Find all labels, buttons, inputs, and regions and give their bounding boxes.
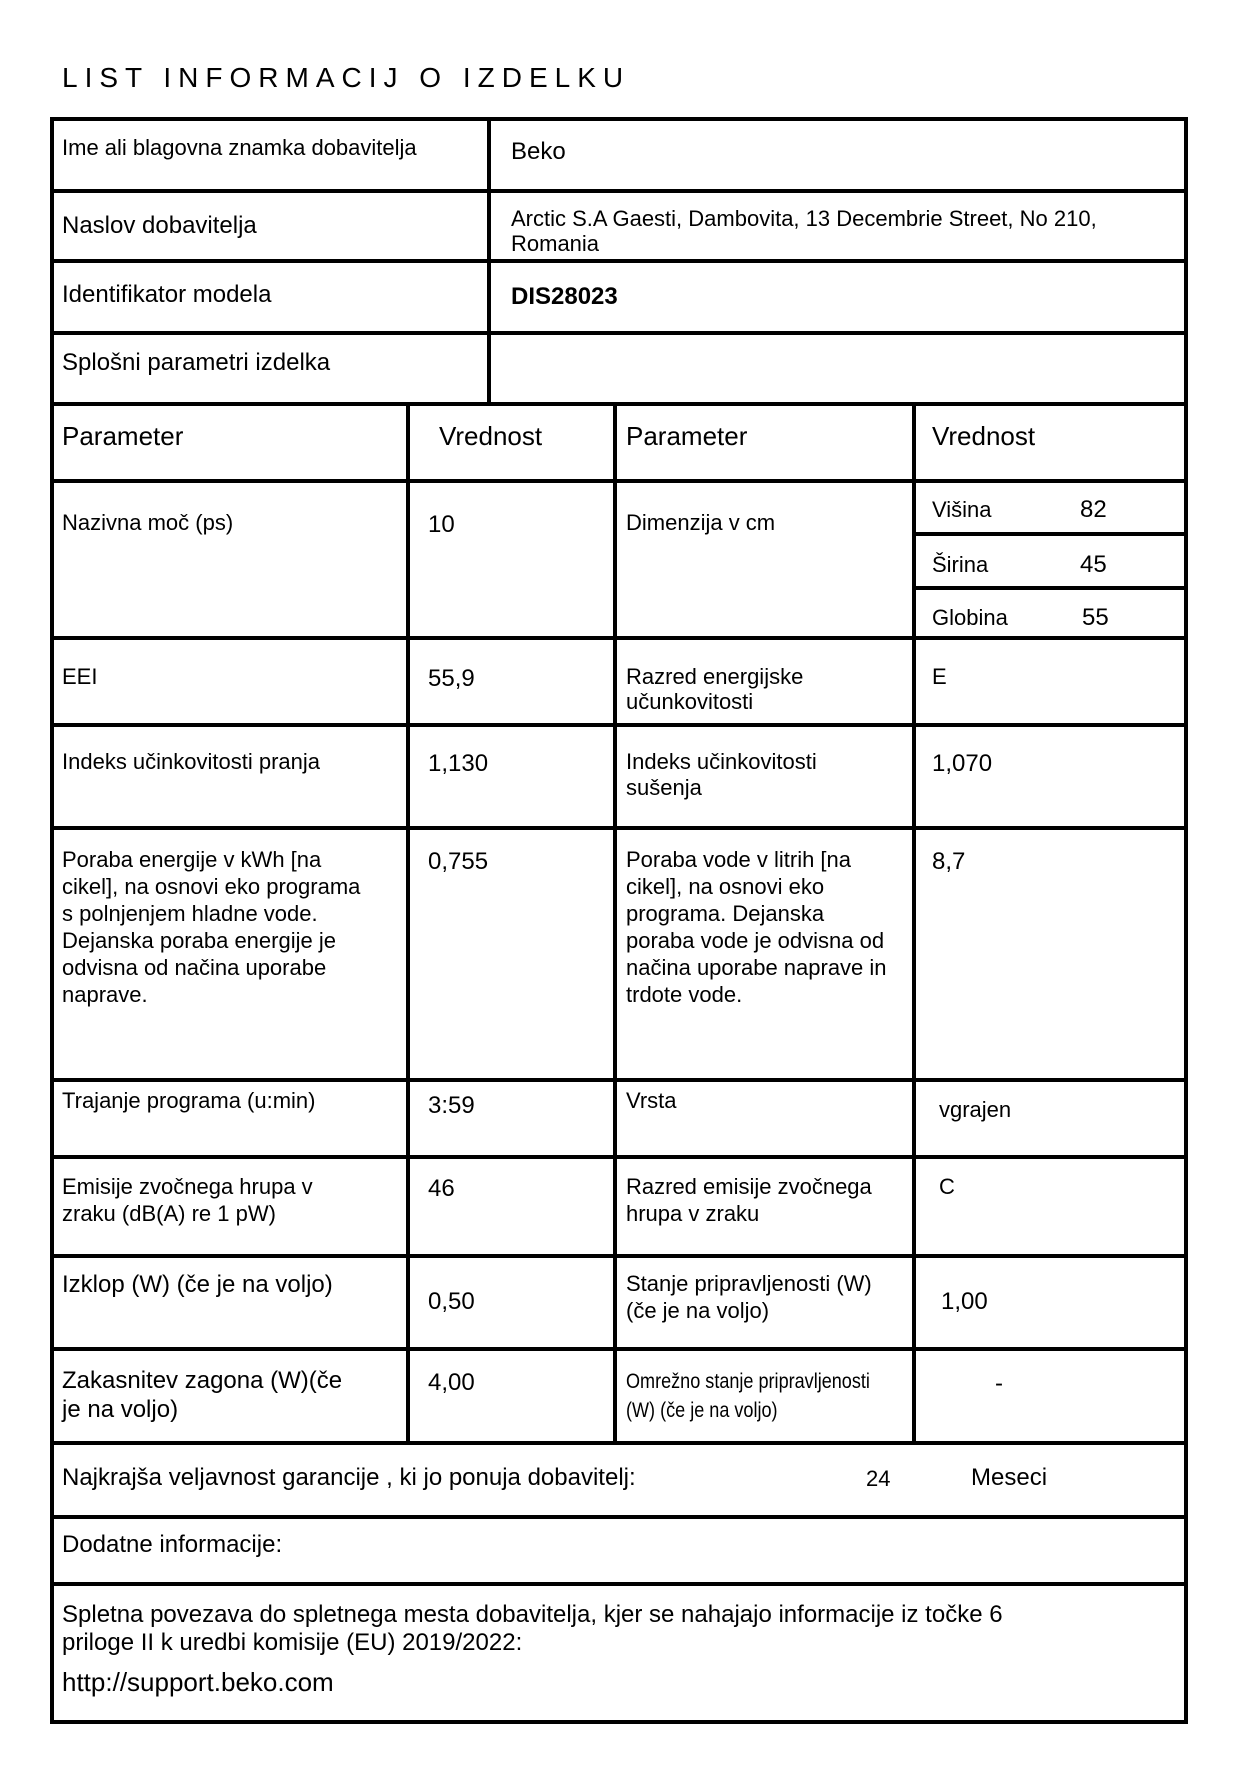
param-value: -	[995, 1370, 1003, 1397]
row-divider	[50, 1254, 1184, 1258]
model-value: DIS28023	[511, 283, 618, 310]
page-title: LIST INFORMACIJ O IZDELKU	[62, 62, 631, 93]
row-divider	[50, 1515, 1184, 1519]
param-value: vgrajen	[939, 1097, 1012, 1122]
dimension-label: Globina	[932, 605, 1008, 630]
param-value: 10	[428, 511, 455, 538]
param-label-line: naprave.	[62, 982, 148, 1007]
column-header: Vrednost	[932, 421, 1036, 451]
param-value: 0,50	[428, 1288, 475, 1315]
supplier-link[interactable]: http://support.beko.com	[62, 1667, 334, 1697]
param-label: (če je na voljo)	[626, 1298, 770, 1323]
supplier-address-line: Arctic S.A Gaesti, Dambovita, 13 Decembrie Street, No 210,	[511, 206, 1097, 231]
warranty-value: 24	[866, 1466, 891, 1491]
row-divider	[50, 826, 1184, 830]
column-divider	[406, 402, 410, 1445]
dimension-value: 82	[1080, 496, 1107, 523]
param-value: 1,00	[941, 1288, 988, 1315]
param-value: 4,00	[428, 1369, 475, 1396]
param-label-line: načina uporabe naprave in	[626, 955, 887, 980]
row-divider	[914, 532, 1184, 536]
param-label: EEI	[62, 664, 98, 689]
column-divider	[912, 402, 916, 1445]
row-divider	[914, 586, 1184, 590]
param-label-line: cikel], na osnovi eko programa	[62, 874, 361, 899]
row-divider	[50, 402, 1184, 406]
warranty-unit: Meseci	[971, 1464, 1048, 1491]
param-label-line: s polnjenjem hladne vode.	[62, 901, 318, 926]
model-label: Identifikator modela	[62, 281, 272, 308]
param-value: 0,755	[428, 848, 489, 875]
row-divider	[50, 1155, 1184, 1159]
row-divider	[50, 1441, 1184, 1445]
row-divider	[50, 479, 1184, 483]
param-label: Emisije zvočnega hrupa v	[62, 1174, 313, 1199]
row-divider	[50, 723, 1184, 727]
row-divider	[50, 1582, 1184, 1586]
column-divider	[613, 402, 617, 1445]
param-label: hrupa v zraku	[626, 1201, 760, 1226]
param-label: Razred energijske	[626, 664, 804, 689]
param-value: 55,9	[428, 665, 475, 692]
column-header: Parameter	[62, 421, 184, 451]
supplier-name-value: Beko	[511, 138, 566, 165]
param-label: Omrežno stanje pripravljenosti	[626, 1370, 870, 1393]
param-label: sušenja	[626, 775, 702, 800]
param-label-line: cikel], na osnovi eko	[626, 874, 825, 899]
general-params-label: Splošni parametri izdelka	[62, 349, 331, 376]
param-label: Nazivna moč (ps)	[62, 510, 234, 535]
param-value: 1,070	[932, 750, 993, 777]
param-value: E	[932, 664, 947, 689]
param-label: Zakasnitev zagona (W)(če	[62, 1367, 343, 1394]
param-label: je na voljo)	[62, 1396, 179, 1423]
param-label: Stanje pripravljenosti (W)	[626, 1271, 872, 1296]
param-label-line: trdote vode.	[626, 982, 743, 1007]
column-divider	[487, 117, 491, 406]
param-label: Izklop (W) (če je na voljo)	[62, 1271, 333, 1298]
param-value: 1,130	[428, 750, 489, 777]
supplier-name-label: Ime ali blagovna znamka dobavitelja	[62, 135, 417, 160]
param-label: Indeks učinkovitosti pranja	[62, 749, 321, 774]
dimension-label: Širina	[932, 552, 989, 577]
param-label: učunkovitosti	[626, 689, 754, 714]
param-value: 8,7	[932, 848, 966, 875]
param-label: Vrsta	[626, 1088, 677, 1113]
param-label: (W) (če je na voljo)	[626, 1399, 778, 1422]
param-value: 46	[428, 1175, 455, 1202]
param-label-line: Poraba energije v kWh [na	[62, 847, 322, 872]
param-label-line: odvisna od načina uporabe	[62, 955, 327, 980]
param-label: Indeks učinkovitosti	[626, 749, 817, 774]
param-label-line: poraba vode je odvisna od	[626, 928, 885, 953]
column-header: Parameter	[626, 421, 748, 451]
supplier-link-label: priloge II k uredbi komisije (EU) 2019/2022:	[62, 1629, 523, 1656]
row-divider	[50, 331, 1184, 335]
column-header: Vrednost	[439, 421, 543, 451]
row-divider	[50, 1347, 1184, 1351]
supplier-address-line: Romania	[511, 231, 600, 256]
param-label: Dimenzija v cm	[626, 510, 776, 535]
dimension-label: Višina	[932, 497, 992, 522]
dimension-value: 55	[1082, 604, 1109, 631]
param-label-line: Poraba vode v litrih [na	[626, 847, 852, 872]
param-label: zraku (dB(A) re 1 pW)	[62, 1201, 276, 1226]
param-label: Razred emisije zvočnega	[626, 1174, 872, 1199]
param-value: C	[939, 1174, 955, 1199]
supplier-address-label: Naslov dobavitelja	[62, 212, 257, 239]
row-divider	[50, 1078, 1184, 1082]
additional-info-label: Dodatne informacije:	[62, 1531, 283, 1558]
param-label: Trajanje programa (u:min)	[62, 1088, 316, 1113]
param-label-line: programa. Dejanska	[626, 901, 825, 926]
dimension-value: 45	[1080, 551, 1107, 578]
row-divider	[50, 636, 1184, 640]
param-label-line: Dejanska poraba energije je	[62, 928, 336, 953]
param-value: 3:59	[428, 1092, 475, 1119]
row-divider	[50, 259, 1184, 263]
warranty-label: Najkrajša veljavnost garancije , ki jo ponuja dobavitelj:	[62, 1464, 636, 1491]
supplier-link-label: Spletna povezava do spletnega mesta dobavitelja, kjer se nahajajo informacije iz točke 6	[62, 1601, 1003, 1628]
row-divider	[50, 189, 1184, 193]
